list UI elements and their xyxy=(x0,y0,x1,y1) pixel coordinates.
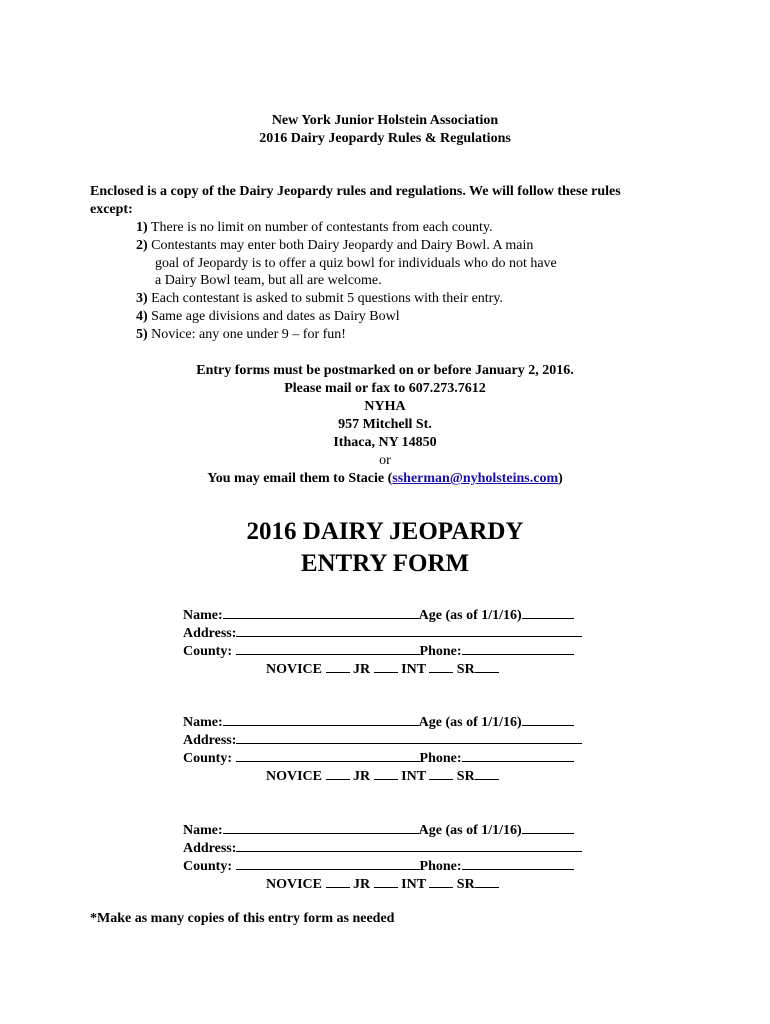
form-title: 2016 DAIRY JEOPARDY xyxy=(246,518,524,545)
age-field[interactable] xyxy=(522,713,574,726)
name-label: Name: xyxy=(183,715,223,730)
jr-field[interactable] xyxy=(374,660,398,673)
int-field[interactable] xyxy=(429,875,453,888)
age-label: Age (as of 1/1/16) xyxy=(418,715,522,730)
age-label: Age (as of 1/1/16) xyxy=(418,608,522,623)
rule-item xyxy=(136,290,503,308)
int-field[interactable] xyxy=(429,767,453,780)
jr-label: JR xyxy=(353,662,371,677)
rule-number: 2) xyxy=(136,238,148,253)
novice-label: NOVICE xyxy=(266,662,323,677)
jr-field[interactable] xyxy=(374,767,398,780)
rule-number: 1) xyxy=(136,220,148,235)
email-line xyxy=(0,470,770,488)
name-label: Name: xyxy=(183,823,223,838)
rule-number: 4) xyxy=(136,309,148,324)
sr-field[interactable] xyxy=(475,767,499,780)
novice-field[interactable] xyxy=(326,767,350,780)
address-row xyxy=(183,839,582,857)
novice-field[interactable] xyxy=(326,660,350,673)
phone-label: Phone: xyxy=(419,644,462,659)
email-link[interactable]: ssherman@nyholsteins.com xyxy=(392,471,559,486)
address-label: Address: xyxy=(183,626,237,641)
jr-field[interactable] xyxy=(374,875,398,888)
rule-text: Novice: any one under 9 – for fun! xyxy=(151,327,346,342)
name-age-row xyxy=(183,606,574,624)
jr-label: JR xyxy=(353,769,371,784)
name-field[interactable] xyxy=(223,821,419,834)
county-field[interactable] xyxy=(236,857,420,870)
rule-number: 3) xyxy=(136,291,148,306)
phone-label: Phone: xyxy=(419,859,462,874)
rule-text-cont: goal of Jeopardy is to offer a quiz bowl for individuals who do not have xyxy=(155,256,557,271)
phone-field[interactable] xyxy=(462,642,574,655)
county-field[interactable] xyxy=(236,642,420,655)
name-age-row xyxy=(183,821,574,839)
address-field[interactable] xyxy=(236,731,582,744)
rule-item xyxy=(136,308,400,326)
rule-text: Contestants may enter both Dairy Jeopardy and Dairy Bowl. A main xyxy=(151,238,534,253)
division-row xyxy=(266,767,499,785)
name-label: Name: xyxy=(183,608,223,623)
org-name: NYHA xyxy=(364,399,406,414)
footer-note: *Make as many copies of this entry form as needed xyxy=(90,911,395,926)
sr-label: SR xyxy=(456,877,475,892)
jr-label: JR xyxy=(353,877,371,892)
email-suffix: ) xyxy=(558,471,563,486)
name-age-row xyxy=(183,713,574,731)
intro-text: Enclosed is a copy of the Dairy Jeopardy rules and regulations. We will follow these rules xyxy=(90,184,621,199)
age-label: Age (as of 1/1/16) xyxy=(418,823,522,838)
phone-field[interactable] xyxy=(462,857,574,870)
county-field[interactable] xyxy=(236,749,420,762)
sr-field[interactable] xyxy=(475,875,499,888)
city-address: Ithaca, NY 14850 xyxy=(333,435,437,450)
or-text: or xyxy=(379,453,391,468)
county-label: County: xyxy=(183,859,236,874)
rule-text: Each contestant is asked to submit 5 questions with their entry. xyxy=(151,291,503,306)
address-row xyxy=(183,624,582,642)
mail-fax-text: Please mail or fax to 607.273.7612 xyxy=(284,381,486,396)
novice-label: NOVICE xyxy=(266,769,323,784)
county-phone-row xyxy=(183,857,574,875)
address-label: Address: xyxy=(183,733,237,748)
county-label: County: xyxy=(183,644,236,659)
county-phone-row xyxy=(183,749,574,767)
rule-text: Same age divisions and dates as Dairy Bowl xyxy=(151,309,400,324)
rule-item xyxy=(136,326,346,344)
phone-field[interactable] xyxy=(462,749,574,762)
int-label: INT xyxy=(401,769,426,784)
deadline-text: Entry forms must be postmarked on or before January 2, 2016. xyxy=(196,363,574,378)
county-label: County: xyxy=(183,751,236,766)
street-address: 957 Mitchell St. xyxy=(338,417,432,432)
address-row xyxy=(183,731,582,749)
rule-text-cont: a Dairy Bowl team, but all are welcome. xyxy=(155,273,382,288)
email-prefix: You may email them to Stacie ( xyxy=(207,471,393,486)
sr-label: SR xyxy=(456,769,475,784)
name-field[interactable] xyxy=(223,606,419,619)
int-field[interactable] xyxy=(429,660,453,673)
age-field[interactable] xyxy=(522,821,574,834)
novice-label: NOVICE xyxy=(266,877,323,892)
address-field[interactable] xyxy=(236,624,582,637)
county-phone-row xyxy=(183,642,574,660)
address-field[interactable] xyxy=(236,839,582,852)
intro-text-cont: except: xyxy=(90,202,133,217)
rule-text: There is no limit on number of contestants from each county. xyxy=(150,220,493,235)
sr-label: SR xyxy=(456,662,475,677)
rule-item xyxy=(136,219,493,237)
age-field[interactable] xyxy=(522,606,574,619)
division-row xyxy=(266,875,499,893)
address-label: Address: xyxy=(183,841,237,856)
name-field[interactable] xyxy=(223,713,419,726)
novice-field[interactable] xyxy=(326,875,350,888)
int-label: INT xyxy=(401,877,426,892)
int-label: INT xyxy=(401,662,426,677)
document-subtitle: 2016 Dairy Jeopardy Rules & Regulations xyxy=(259,131,511,146)
document-title: New York Junior Holstein Association xyxy=(271,113,499,128)
rule-item xyxy=(136,237,533,255)
phone-label: Phone: xyxy=(419,751,462,766)
form-subtitle: ENTRY FORM xyxy=(300,550,470,577)
rule-number: 5) xyxy=(136,327,148,342)
division-row xyxy=(266,660,499,678)
sr-field[interactable] xyxy=(475,660,499,673)
